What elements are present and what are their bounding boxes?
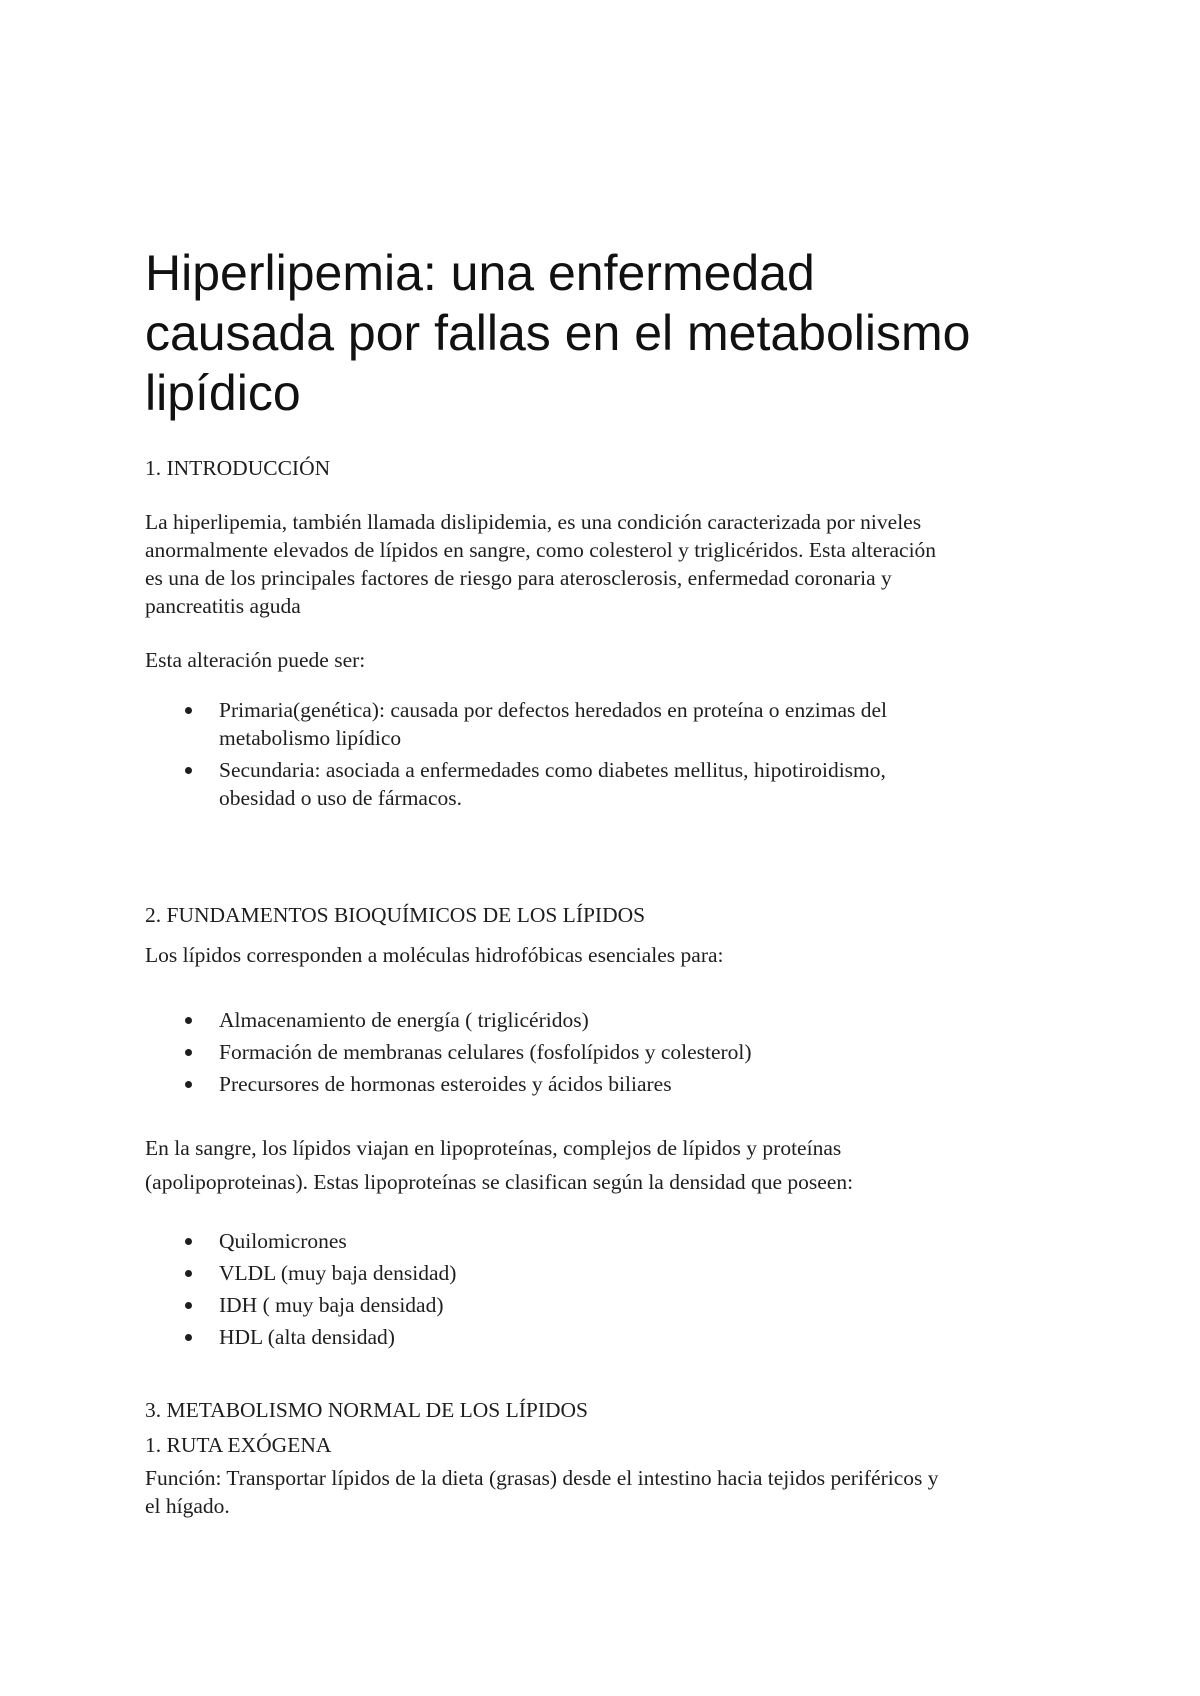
paragraph-alteracion: Esta alteración puede ser: (145, 648, 366, 672)
list-item (185, 1006, 752, 1034)
paragraph-introduccion (145, 508, 936, 620)
section-heading-metabolismo: 3. METABOLISMO NORMAL DE LOS LÍPIDOS (145, 1398, 589, 1422)
bullet-list-tipos (185, 696, 887, 816)
section-heading-fundamentos: 2. FUNDAMENTOS BIOQUÍMICOS DE LOS LÍPIDOS (145, 903, 646, 927)
bullet-list-lipoproteinas (185, 1227, 456, 1355)
paragraph-line: anormalmente elevados de lípidos en sangre, como colesterol y triglicéridos. Esta alteración (145, 538, 937, 562)
paragraph-lipoproteinas (145, 1131, 853, 1199)
list-item (185, 756, 887, 812)
paragraph-line: el hígado. (145, 1494, 230, 1518)
list-item-line: obesidad o uso de fármacos. (219, 786, 462, 810)
section-heading-introduccion: 1. INTRODUCCIÓN (145, 456, 331, 480)
bullet-icon (185, 1017, 192, 1024)
bullet-icon (185, 1081, 192, 1088)
list-item-text: VLDL (muy baja densidad) (219, 1261, 457, 1285)
bullet-icon (185, 1049, 192, 1056)
subheading-ruta-exogena: 1. RUTA EXÓGENA (145, 1433, 332, 1457)
paragraph-line: En la sangre, los lípidos viajan en lipoproteínas, complejos de lípidos y proteínas (145, 1136, 842, 1160)
bullet-icon (185, 1270, 192, 1277)
bullet-icon (185, 1334, 192, 1341)
bullet-icon (185, 707, 192, 714)
title-line: lipídico (145, 365, 301, 421)
paragraph-line: (apolipoproteinas). Estas lipoproteínas se clasifican según la densidad que poseen: (145, 1170, 854, 1194)
bullet-icon (185, 767, 192, 774)
list-item-line: metabolismo lipídico (219, 726, 402, 750)
list-item-text: Formación de membranas celulares (fosfolípidos y colesterol) (219, 1040, 752, 1064)
list-item (185, 1259, 456, 1287)
title-line: Hiperlipemia: una enfermedad (145, 245, 815, 301)
list-item-text: Precursores de hormonas esteroides y ácidos biliares (219, 1072, 672, 1096)
document-title (145, 243, 1105, 423)
paragraph-funcion (145, 1464, 939, 1520)
list-item (185, 1070, 752, 1098)
list-item-text: Quilomicrones (219, 1229, 347, 1253)
bullet-icon (185, 1238, 192, 1245)
list-item-text: HDL (alta densidad) (219, 1325, 395, 1349)
title-line: causada por fallas en el metabolismo (145, 305, 971, 361)
list-item (185, 1323, 456, 1351)
bullet-list-funciones (185, 1006, 752, 1102)
list-item (185, 696, 887, 752)
paragraph-line: La hiperlipemia, también llamada dislipidemia, es una condición caracterizada por niveles (145, 510, 922, 534)
list-item (185, 1227, 456, 1255)
paragraph-line: Función: Transportar lípidos de la dieta (grasas) desde el intestino hacia tejidos periféricos y (145, 1466, 939, 1490)
bullet-icon (185, 1302, 192, 1309)
list-item (185, 1291, 456, 1319)
paragraph-line: es una de los principales factores de riesgo para aterosclerosis, enfermedad coronaria y (145, 566, 892, 590)
list-item-text: Almacenamiento de energía ( triglicéridos) (219, 1008, 589, 1032)
list-item-line: Primaria(genética): causada por defectos heredados en proteína o enzimas del (219, 698, 887, 722)
paragraph-line: pancreatitis aguda (145, 594, 301, 618)
list-item-text: IDH ( muy baja densidad) (219, 1293, 444, 1317)
list-item (185, 1038, 752, 1066)
paragraph-lipidos-intro: Los lípidos corresponden a moléculas hidrofóbicas esenciales para: (145, 943, 724, 967)
list-item-line: Secundaria: asociada a enfermedades como diabetes mellitus, hipotiroidismo, (219, 758, 886, 782)
